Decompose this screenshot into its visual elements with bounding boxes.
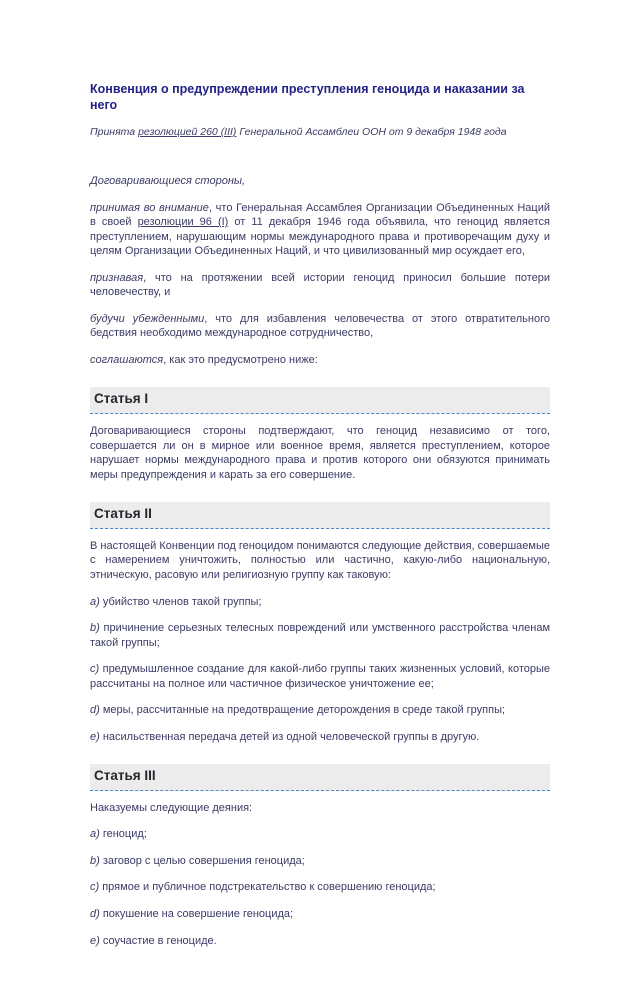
item-label: e) (90, 934, 100, 947)
article-2-item-b (90, 621, 550, 650)
agree-rest: , как это предусмотрено ниже: (163, 353, 318, 366)
item-text: причинение серьезных телесных повреждений или умственного расстройства членам такой группы; (90, 622, 550, 649)
resolution-260-link[interactable]: резолюцией 260 (III) (138, 126, 237, 139)
item-label: c) (90, 881, 100, 894)
preamble-considering (90, 201, 550, 259)
item-text: геноцид; (99, 828, 147, 841)
article-3-item-a (90, 827, 550, 842)
adoption-subtitle (90, 126, 550, 140)
convinced-lead: будучи убежденными (90, 312, 205, 325)
considering-lead: принимая во внимание (90, 201, 209, 214)
item-text: убийство членов такой группы; (99, 595, 262, 608)
item-text: меры, рассчитанные на предотвращение деторождения в среде такой группы; (99, 704, 506, 717)
subtitle-suffix: Генеральной Ассамблеи ООН от 9 декабря 1948 года (236, 126, 507, 139)
preamble-parties (90, 174, 550, 189)
article-2-item-a (90, 595, 550, 610)
preamble-agree (90, 353, 550, 368)
preamble-recognizing (90, 271, 550, 300)
article-3-item-c (90, 880, 550, 895)
item-text: прямое и публичное подстрекательство к совершению геноцида; (99, 881, 436, 894)
article-3-item-d (90, 907, 550, 922)
item-label: b) (90, 622, 100, 635)
preamble-convinced (90, 312, 550, 341)
article-1-heading: Статья I (90, 387, 550, 414)
article-3-intro: Наказуемы следующие деяния: (90, 801, 253, 814)
item-text: насильственная передача детей из одной человеческой группы в другую. (99, 730, 480, 743)
page-title: Конвенция о предупреждении преступления геноцида и наказании за него (90, 82, 525, 112)
agree-lead: соглашаются (90, 353, 164, 366)
article-3-heading: Статья III (90, 764, 550, 791)
item-label: a) (90, 595, 100, 608)
article-3-item-b (90, 854, 550, 869)
recognizing-rest: , что на протяжении всей истории геноцид приносил большие потери человечеству, и (90, 271, 550, 299)
article-2-item-e (90, 730, 550, 745)
convinced-rest: , что для избавления человечества от этого отвратительного бедствия необходимо международное сотрудничество, (90, 312, 550, 340)
article-2-item-d (90, 703, 550, 718)
item-label: a) (90, 828, 100, 841)
article-2-intro: В настоящей Конвенции под геноцидом понимаются следующие действия, совершаемые с намерением уничтожить, полностью или частично, какую-либо национальную, этническую, расовую или религиозную группу как таковую: (90, 539, 550, 581)
item-text: предумышленное создание для какой-либо группы таких жизненных условий, которые рассчитаны на полное или частичное физическое уничтожение ее; (90, 663, 550, 690)
article-1-body: Договаривающиеся стороны подтверждают, что геноцид независимо от того, совершается ли он в мирное или военное время, является преступлением, которое нарушает нормы международного права и против которого они обязуются принимать меры предупреждения и карать за его совершение. (90, 425, 550, 481)
preamble-parties-text: Договаривающиеся стороны, (90, 175, 246, 188)
item-text: заговор с целью совершения геноцида; (99, 854, 305, 867)
recognizing-lead: признавая (90, 271, 144, 284)
item-label: e) (90, 730, 100, 743)
resolution-96-link[interactable]: резолюции 96 (I) (137, 216, 229, 229)
article-2-heading: Статья II (90, 502, 550, 529)
item-label: c) (90, 663, 100, 676)
considering-mid: , что Генеральная Ассамблея Организации Объединенных Наций в своей (90, 201, 550, 229)
item-text: соучастие в геноциде. (99, 934, 217, 947)
item-label: b) (90, 854, 100, 867)
subtitle-prefix: Принята (90, 126, 139, 139)
item-text: покушение на совершение геноцида; (99, 907, 294, 920)
item-label: d) (90, 907, 100, 920)
considering-rest: от 11 декабря 1946 года объявила, что геноцид является преступлением, нарушающим нормы международного права и противоречащим духу и целям Организации Объединенных Наций, и что цивилизованный мир осуждает его, (90, 216, 551, 258)
item-label: d) (90, 704, 100, 717)
article-2-item-c (90, 662, 550, 691)
article-3-item-e (90, 934, 550, 949)
